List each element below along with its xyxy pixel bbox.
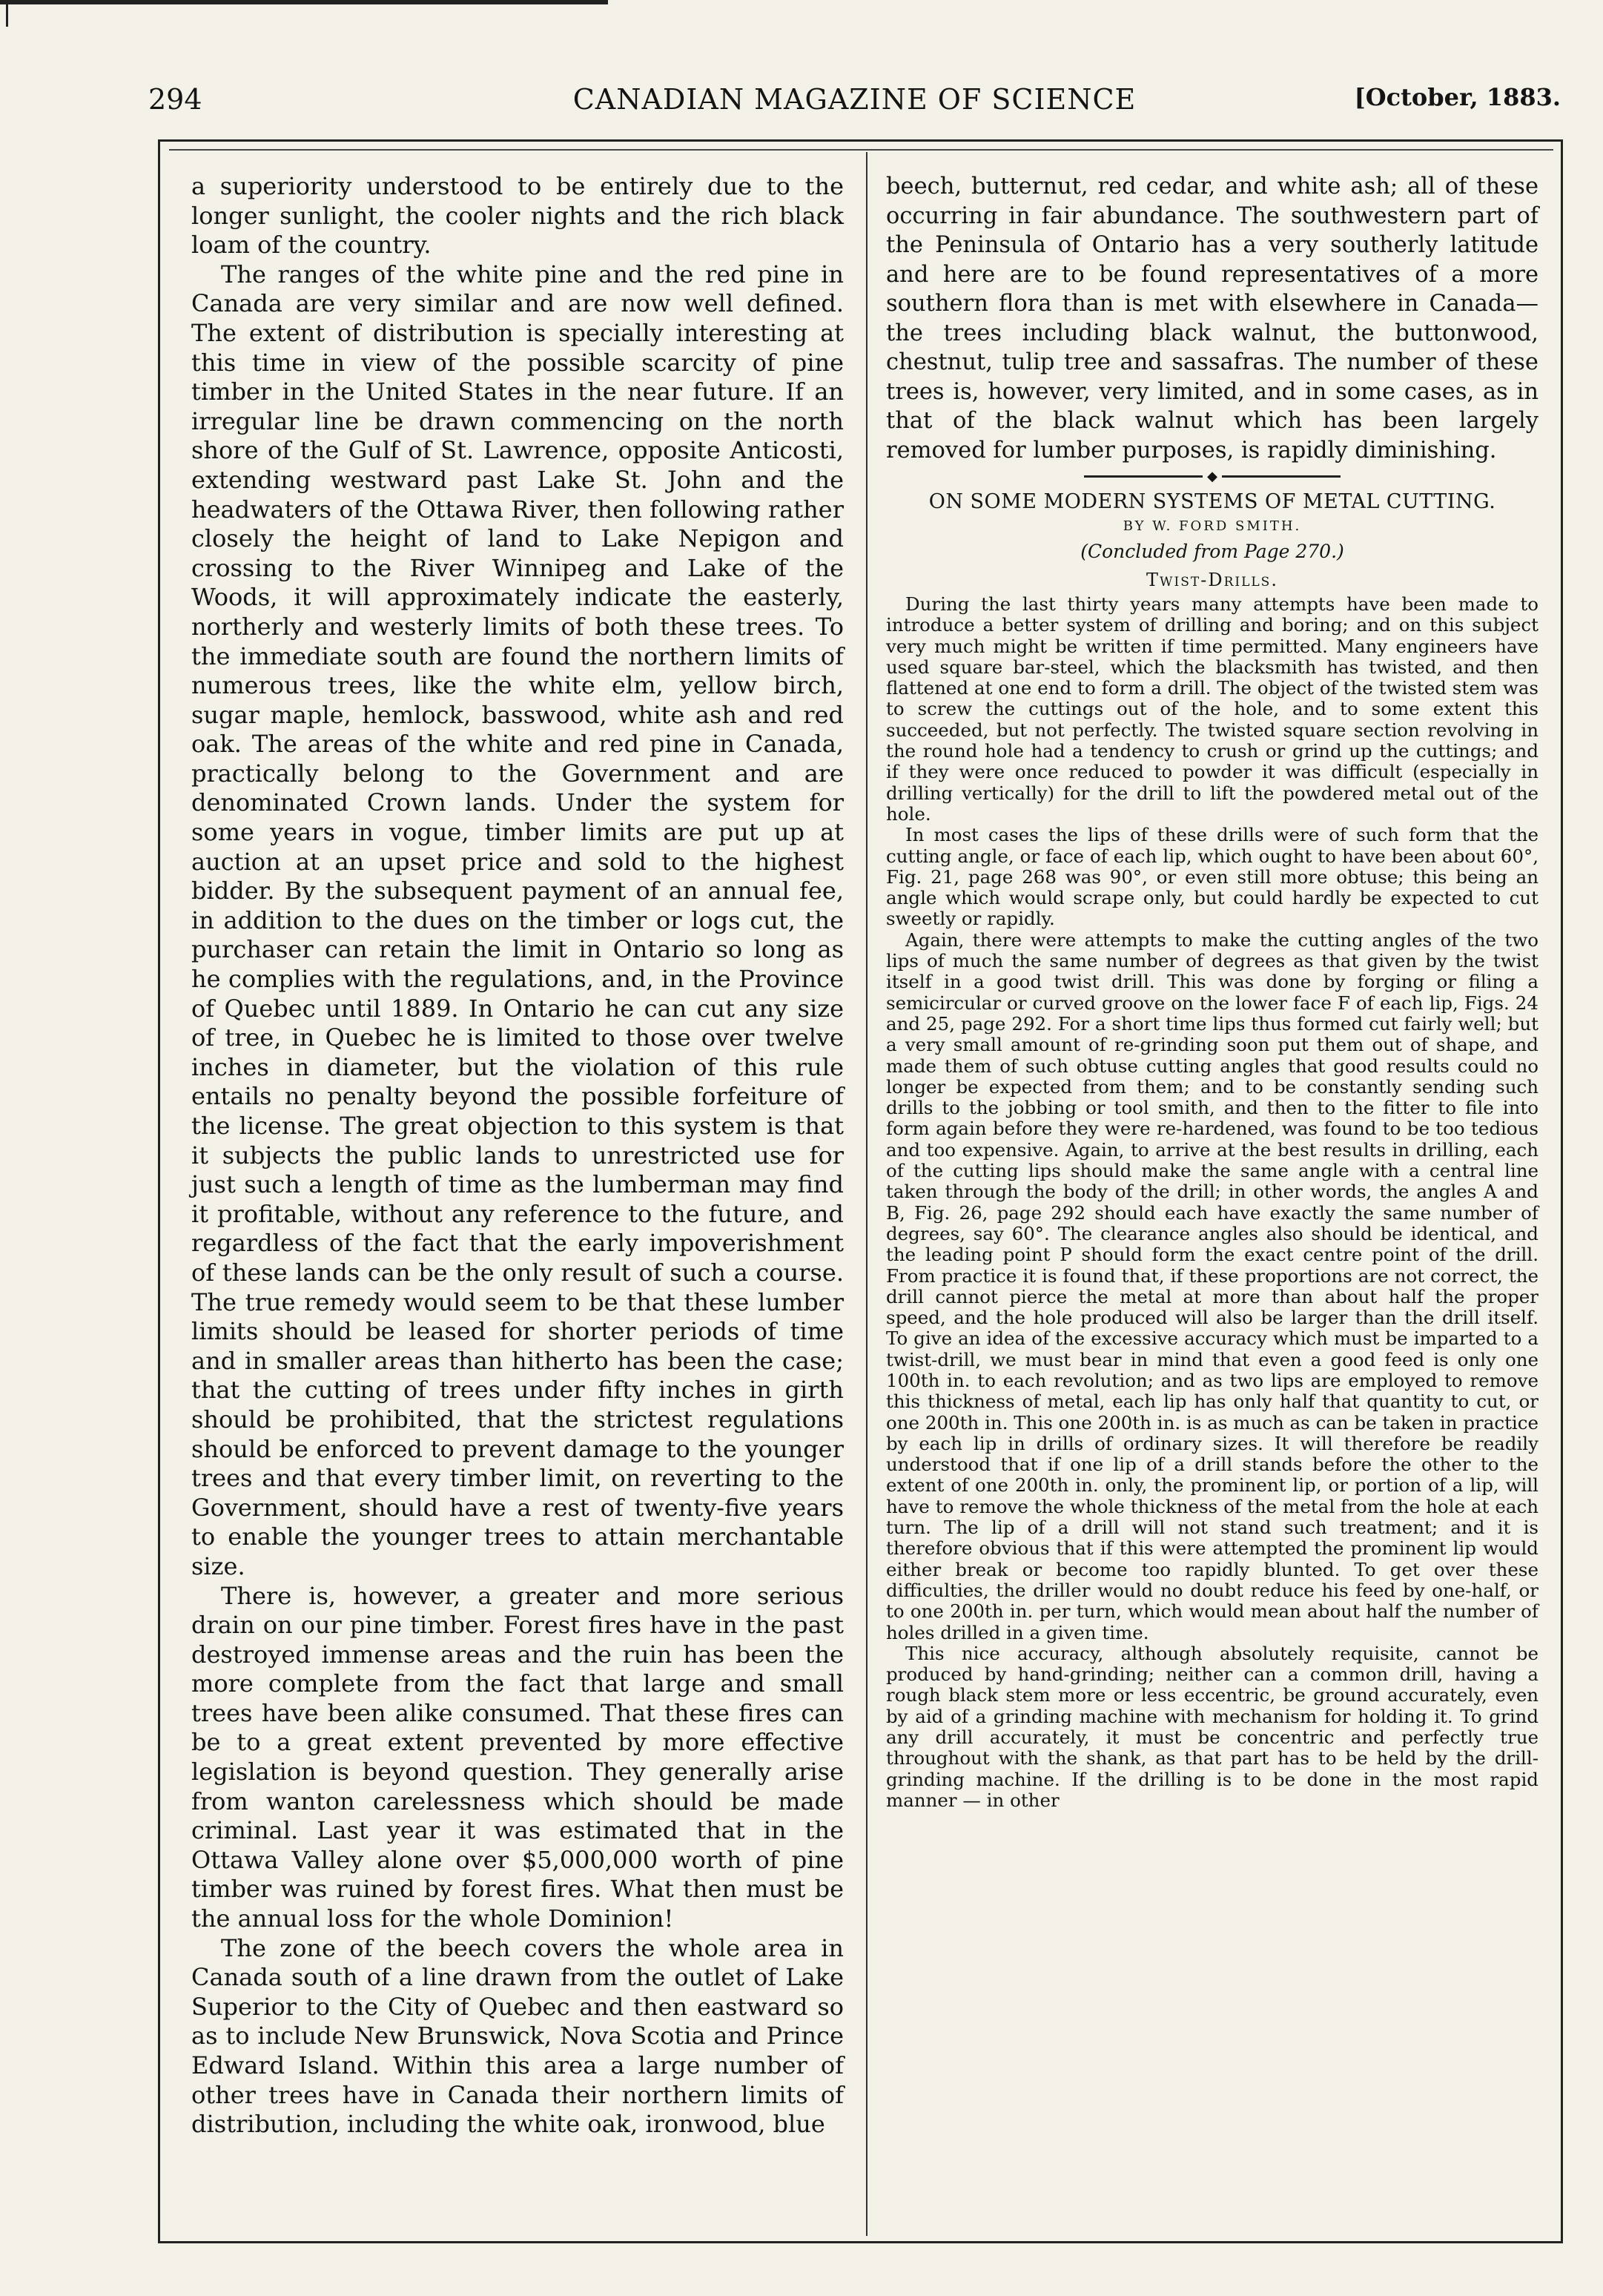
byline: BY W. FORD SMITH. — [1123, 518, 1302, 534]
paragraph: The zone of the beech covers the whole area in Canada south of a line drawn from the outlet of Lake Superior to the City of Quebec and then eastward so as to include New Brunswick, Nova Scotia and Prince Edward Island. Within this area a large number of other trees have in Canada their northern limits of distribution, including the white oak, ironwood, blue — [191, 1933, 844, 2139]
page-number: 294 — [148, 83, 202, 116]
paragraph: This nice accuracy, although absolutely requisite, cannot be produced by hand-grinding; neither can a common drill, having a rough black stem more or less eccentric, be ground accurately, even by aid of a grinding machine with mechanism for holding it. To grind any drill accurately, it must be concentric and perfectly true throughout with the shank, as that part has to be held by the drill-grinding machine. If the drilling is to be done in the most rapid manner — in other — [886, 1642, 1538, 1811]
left-column — [191, 172, 844, 2140]
right-column — [886, 172, 1538, 1811]
column-rule — [866, 152, 867, 2236]
section-divider — [886, 466, 1538, 486]
paragraph: There is, however, a greater and more serious drain on our pine timber. Forest fires have in the past destroyed immense areas and the ruin has been the more complete from the fact that large and small trees have been alike consumed. That these fires can be to a great extent prevented by more effective legislation is beyond question. They generally arise from wanton carelessness which should be made criminal. Last year it was estimated that in the Ottawa Valley alone over $5,000,000 worth of pine timber was ruined by forest fires. What then must be the annual loss for the whole Dominion! — [191, 1581, 844, 1933]
scan-edge-mark — [6, 4, 8, 27]
running-header — [148, 83, 1561, 128]
article-title: ON SOME MODERN SYSTEMS OF METAL CUTTING. — [928, 490, 1496, 513]
issue-date: [October, 1883. — [1354, 83, 1561, 111]
paragraph: Again, there were attempts to make the cutting angles of the two lips of much the same number of degrees as that given by the twist itself in a good twist drill. This was done by forging or filing a semicircular or curved groove on the lower face F of each lip, Figs. 24 and 25, page 292. For a short time lips thus formed cut fairly well; but a very small amount of re-grinding soon put them out of shape, and made them of such obtuse cutting angles that good results could no longer be expected from them; and to be constantly sending such drills to the jobbing or tool smith, and then to the fitter to file into form again before they were re-hardened, was found to be too tedious and too expensive. Again, to arrive at the best results in drilling, each of the cutting lips should make the same angle with a central line taken through the body of the drill; in other words, the angles A and B, Fig. 26, page 292 should each have exactly the same number of degrees, say 60°. The clearance angles also should be identical, and the leading point P should form the exact centre point of the drill. From practice it is found that, if these proportions are not correct, the drill cannot pierce the metal at more than about half the proper speed, and the hole produced will also be larger than the drill itself. To give an idea of the excessive accuracy which must be imparted to a twist-drill, we must bear in mind that even a good feed is only one 100th in. to each revolution; and as two lips are employed to remove this thickness of metal, each lip has only half that quantity to cut, or one 200th in. This one 200th in. is as much as can be taken in practice by each lip in drills of ordinary sizes. It will therefore be readily understood that if one lip of a drill stands before the other to the extent of one 200th in. only, the prominent lip, or portion of a lip, will have to remove the whole thickness of the metal from the hole at each turn. The lip of a drill will not stand such treatment; and it is therefore obvious that if this were attempted the prominent lip would either break or become too rapidly blunted. To get over these difficulties, the driller would no doubt reduce his feed by one-half, or to one 200th in. per turn, which would mean about half the number of holes drilled in a given time. — [886, 928, 1538, 1643]
paragraph: In most cases the lips of these drills were of such form that the cutting angle, or face of each lip, which ought to have been about 60°, Fig. 21, page 268 was 90°, or even still more obtuse; this being an angle which would scrape only, but could hardly be expected to cut sweetly or rapidly. — [886, 824, 1538, 930]
paragraph: During the last thirty years many attempts have been made to introduce a better system of drilling and boring; and on this subject very much might be written if time permitted. Many engineers have used square bar-steel, which the blacksmith has twisted, and then flattened at one end to form a drill. The object of the twisted stem was to screw the cuttings out of the hole, and to some extent this succeeded, but not perfectly. The twisted square section revolving in the round hole had a tendency to crush or grind up the cuttings; and if they were once reduced to powder it was difficult (especially in drilling vertically) for the drill to lift the powdered metal out of the hole. — [886, 593, 1538, 825]
paragraph: The ranges of the white pine and the red pine in Canada are very similar and are now well defined. The extent of distribution is specially interesting at this time in view of the possible scarcity of pine timber in the United States in the near future. If an irregular line be drawn commencing on the north shore of the Gulf of St. Lawrence, opposite Anticosti, extending westward past Lake St. John and the headwaters of the Ottawa River, then following rather closely the height of land to Lake Nepigon and crossing to the River Winnipeg and Lake of the Woods, it will approximately indicate the easterly, northerly and westerly limits of both these trees. To the immediate south are found the northern limits of numerous trees, like the white elm, yellow birch, sugar maple, hemlock, basswood, white ash and red oak. The areas of the white and red pine in Canada, practically belong to the Government and are denominated Crown lands. Under the system for some years in vogue, timber limits are put up at auction at an upset price and sold to the highest bidder. By the subsequent payment of an annual fee, in addition to the dues on the timber or logs cut, the purchaser can retain the limit in Ontario so long as he complies with the regulations, and, in the Province of Quebec until 1889. In Ontario he can cut any size of tree, in Quebec he is limited to those over twelve inches in diameter, but the violation of this rule entails no penalty beyond the possible forfeiture of the license. The great objection to this system is that it subjects the public lands to unrestricted use for just such a length of time as the lumberman may find it profitable, without any reference to the future, and regardless of the fact that the early impoverishment of these lands can be the only result of such a course. The true remedy would seem to be that these lumber limits should be leased for shorter periods of time and in smaller areas than hitherto has been the case; that the cutting of trees under fifty inches in girth should be prohibited, that the strictest regulations should be enforced to prevent damage to the younger trees and that every timber limit, on reverting to the Government, should have a rest of twenty-five years to enable the younger trees to attain merchantable size. — [191, 260, 844, 1580]
subheading: Twist-Drills. — [1146, 570, 1278, 590]
continued-note: (Concluded from Page 270.) — [1080, 541, 1344, 562]
paragraph: a superiority understood to be entirely due to the longer sunlight, the cooler nights and the rich black loam of the country. — [191, 172, 844, 260]
paragraph: beech, butternut, red cedar, and white ash; all of these occurring in fair abundance. The southwestern part of the Peninsula of Ontario has a very southerly latitude and here are to be found representatives of a more southern flora than is met with elsewhere in Canada—the trees including black walnut, the buttonwood, chestnut, tulip tree and sassafras. The number of these trees is, however, very limited, and in some cases, as in that of the black walnut which has been largely removed for lumber purposes, is rapidly diminishing. — [886, 174, 1538, 464]
journal-title: CANADIAN MAGAZINE OF SCIENCE — [572, 83, 1137, 116]
article-body — [886, 594, 1538, 1811]
divider-ornament: ◆ — [1207, 468, 1217, 484]
scan-edge-line — [0, 0, 608, 4]
